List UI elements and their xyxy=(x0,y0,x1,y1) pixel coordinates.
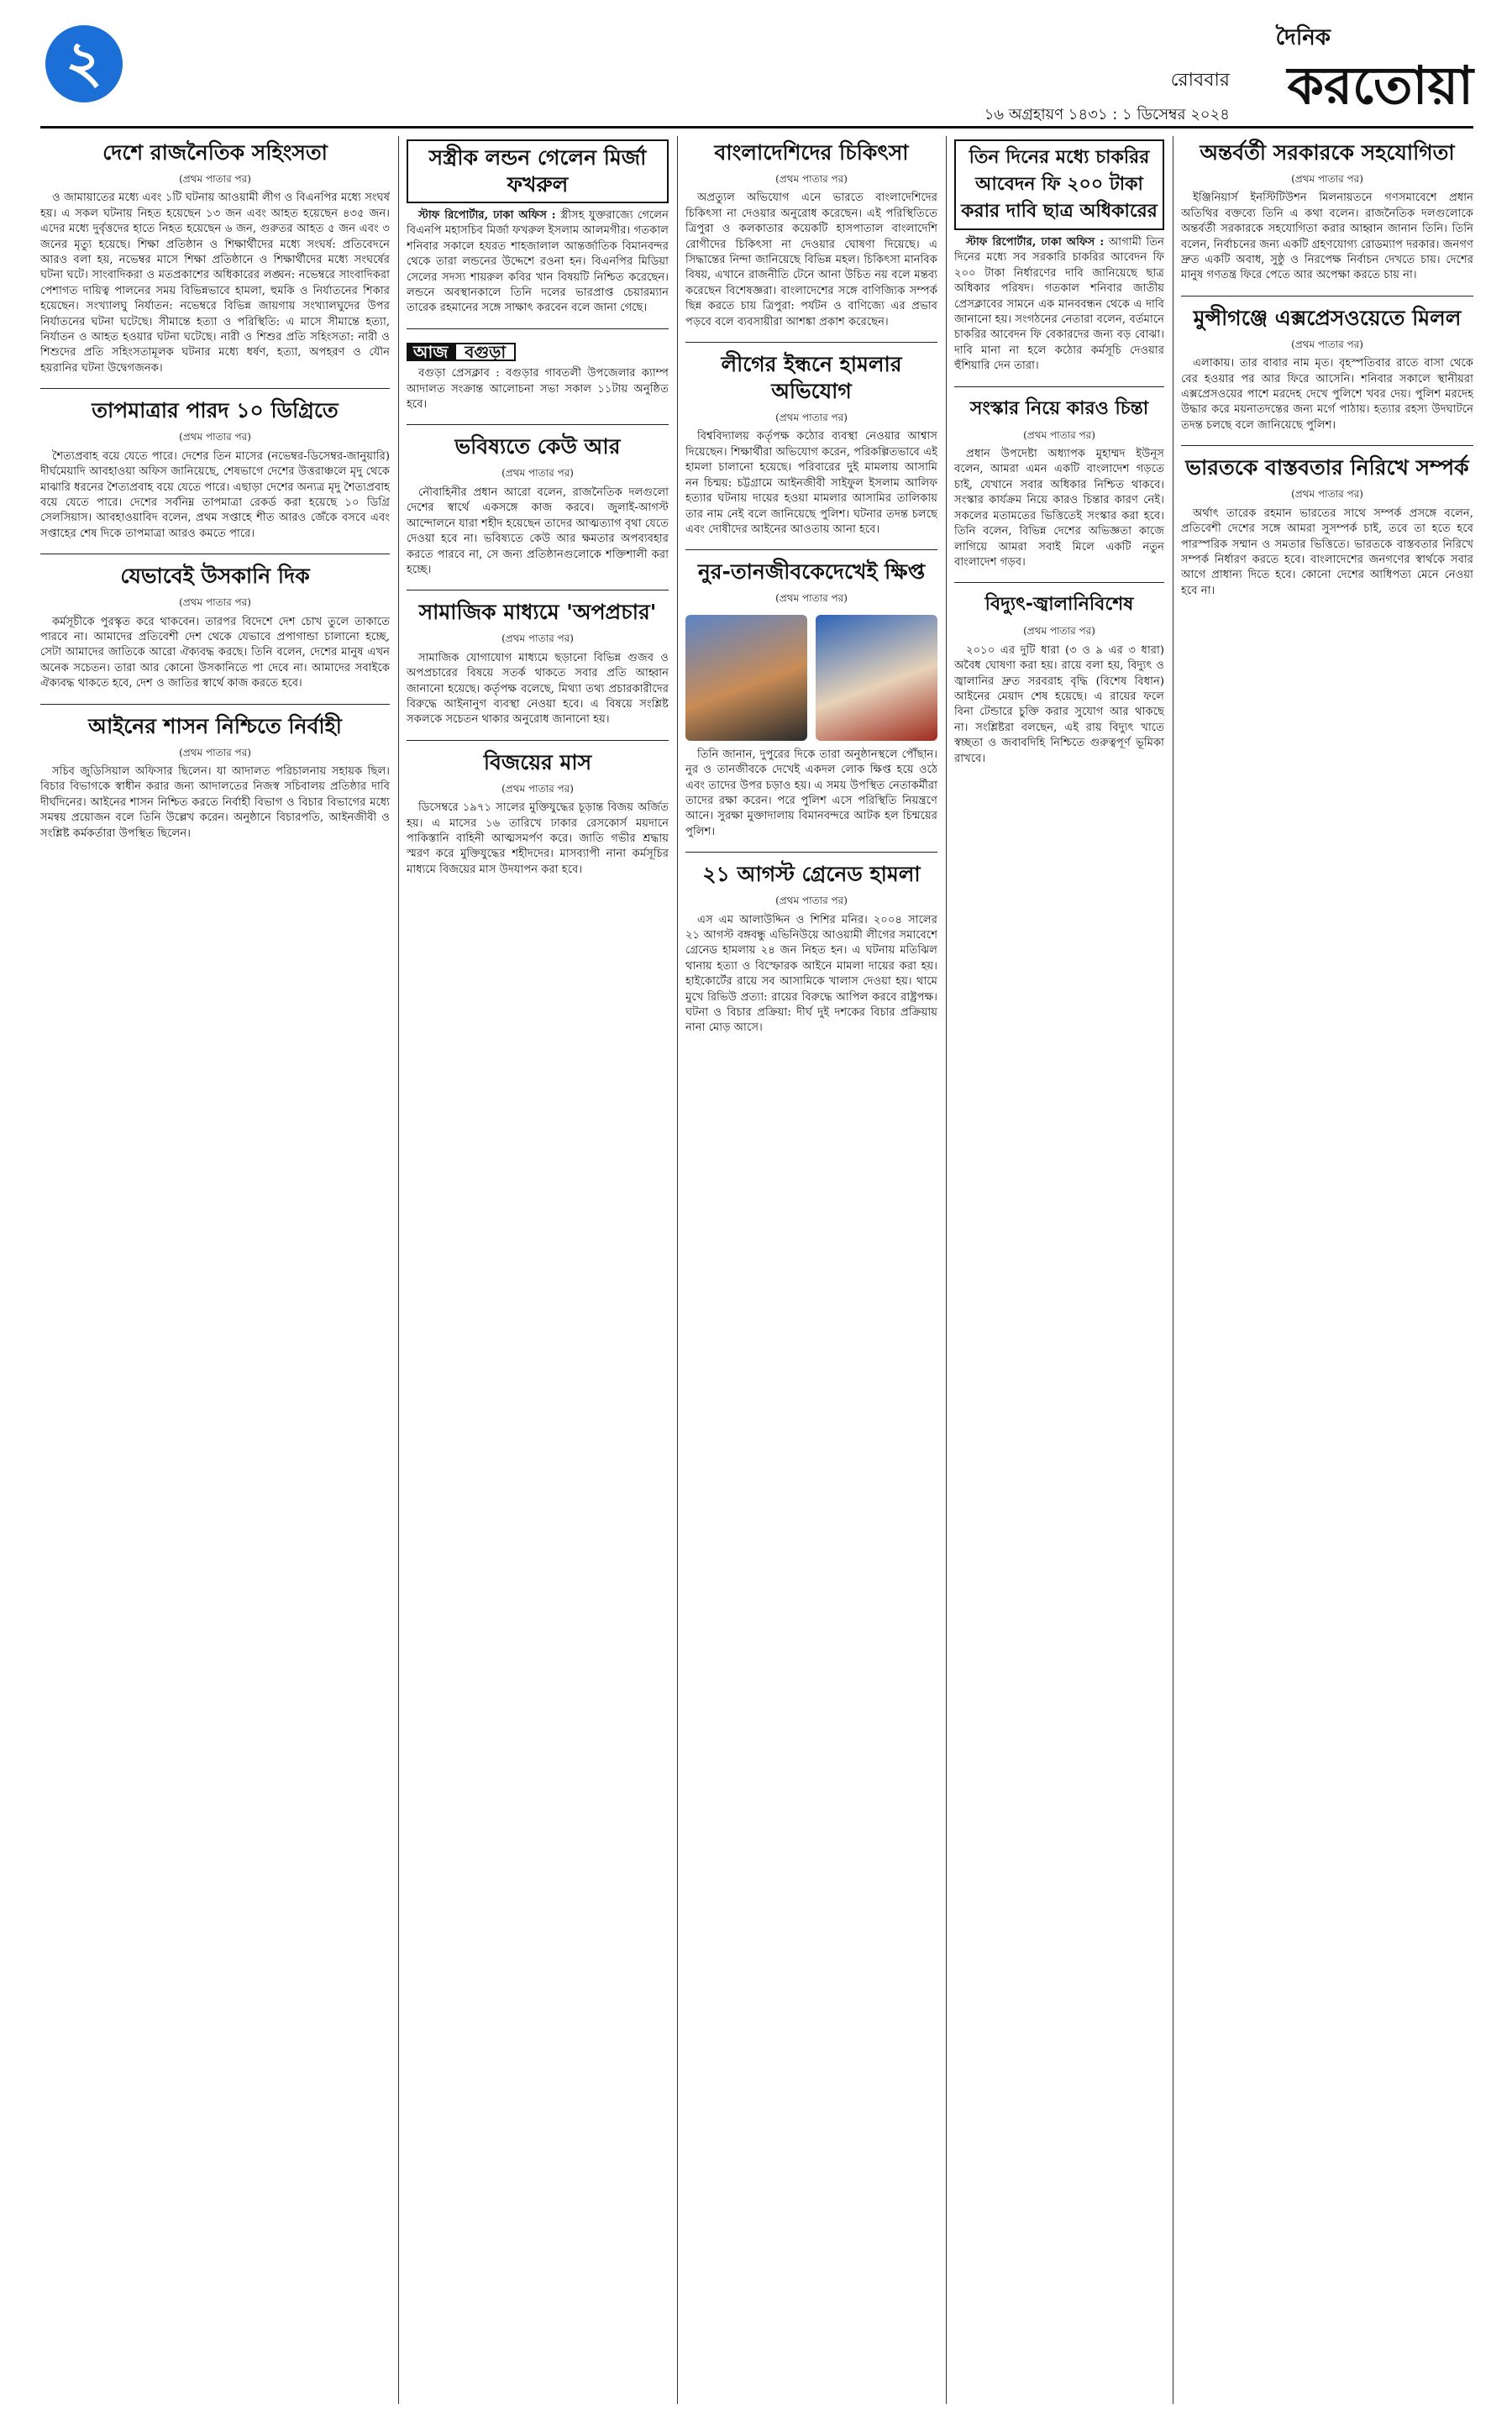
article-headline: ২১ আগস্ট গ্রেনেড হামলা xyxy=(702,862,921,887)
continued-label: (প্রথম পাতার পর) xyxy=(775,412,848,424)
article-body: বিশ্ববিদ্যালয় কর্তৃপক্ষ কঠোর ব্যবস্থা নেওয়ার আশ্বাস দিয়েছেন। শিক্ষার্থীরা অভিযোগ করেন, পরিকল্পিতভাবে এই হামলা চালানো হয়েছে। পরিবারের দুই মামলায় আসামি নন চিন্ময়: চট্টগ্রামে আইনজীবী সাইফুল ইসলাম আলিফ হত্যার ঘটনায় দায়ের হওয়া মামলার আসামির তালিকায় তার নাম নেই বলে জানিয়েছে পুলিশ। ঘটনার তদন্ত চলছে এবং দোষীদের আইনের আওতায় আনা হবে। xyxy=(685,430,937,536)
column-separator xyxy=(677,136,678,2404)
article-headline: সংস্কার নিয়ে কারও চিন্তা xyxy=(969,397,1149,419)
article-headline: যেভাবেই উসকানি দিক xyxy=(120,564,310,589)
column-separator xyxy=(398,136,399,2404)
article-photos xyxy=(685,615,937,741)
masthead-rule xyxy=(40,126,1473,129)
column-separator xyxy=(946,136,947,2404)
continued-label: (প্রথম পাতার পর) xyxy=(1291,173,1363,185)
weekday: রোববার xyxy=(1170,70,1230,91)
article xyxy=(407,599,669,740)
article-headline: সামাজিক মাধ্যমে 'অপপ্রচার' xyxy=(418,600,657,625)
article xyxy=(407,139,669,329)
logo-big-text: করতোয়া xyxy=(1287,55,1473,116)
continued-label: (প্রথম পাতার পর) xyxy=(179,596,251,609)
article-body: শৈত্যপ্রবাহ বয়ে যেতে পারে। দেশের তিন মাসের (নভেম্বর-ডিসেম্বর-জানুয়ারি) দীর্ঘমেয়াদি আবহাওয়া অফিস জানিয়েছে, শেষভাগে দেশের উত্তরাঞ্চলে মৃদু থেকে মাঝারি ধরনের শৈত্যপ্রবাহ বয়ে যেতে পারে। এছাড়া দেশের অন্যত্র মৃদু শৈত্যপ্রবাহ বয়ে যেতে পারে। দেশের সর্বনিম্ন তাপমাত্রা রেকর্ড করা হয়েছে ১০ ডিগ্রি সেলসিয়াস। আবহাওয়াবিদ বলেন, প্রথম সপ্তাহে শীত আরও জেঁকে বসবে এবং সপ্তাহের শেষ দিকে তাপমাত্রা আরও কমতে পারে। xyxy=(40,449,390,540)
article-body: অর্থাৎ তারেক রহমান ভারতের সাথে সম্পর্ক প্রসঙ্গে বলেন, প্রতিবেশী দেশের সঙ্গে আমরা সুসম্পর্ক চাই, তবে তা হতে হবে পারস্পরিক সম্মান ও সমতার ভিত্তিতে। ভারতকে বাস্তবতার নিরিখে সম্পর্ক নির্ধারণ করতে হবে। বাংলাদেশের জনগণের স্বার্থকে সবার আগে প্রাধান্য দিতে হবে। কোনো দেশের আধিপত্য মেনে নেওয়া হবে না। xyxy=(1181,506,1473,597)
article-headline: লীগের ইন্ধনে হামলার অভিযোগ xyxy=(721,352,902,404)
article xyxy=(407,749,669,890)
dateline: ১৬ অগ্রহায়ণ ১৪৩১ : ১ ডিসেম্বর ২০২৪ xyxy=(984,106,1230,123)
article-headline: তাপমাত্রার পারদ ১০ ডিগ্রিতে xyxy=(92,398,339,423)
article-body: অপ্রত্যুল অভিযোগ এনে ভারতে বাংলাদেশিদের চিকিৎসা না দেওয়ার অনুরোধ করেছেন। এই পরিস্থিতিতে ত্রিপুরা ও কলকাতার কয়েকটি হাসপাতাল বাংলাদেশি রোগীদের চিকিৎসা না দেওয়ার ঘোষণা দিয়েছে। এ সিদ্ধান্তের নিন্দা জানিয়েছে বিভিন্ন মহল। চিকিৎসা মানবিক বিষয়, এখানে রাজনীতি টেনে আনা উচিত নয় বলে মন্তব্য করেছেন বিশেষজ্ঞরা। বাংলাদেশের সঙ্গে বাণিজ্যিক সম্পর্ক ছিন্ন করতে চায় ত্রিপুরা: পর্যটন ও বাণিজ্যে এর প্রভাব পড়বে বলে ব্যবসায়ীরা আশঙ্কা প্রকাশ করেছেন। xyxy=(685,192,937,328)
continued-label: (প্রথম পাতার পর) xyxy=(179,746,251,758)
article-body: সামাজিক যোগাযোগ মাধ্যমে ছড়ানো বিভিন্ন গুজব ও অপপ্রচারের বিষয়ে সতর্ক থাকতে সবার প্রতি আহ্বান জানানো হয়েছে। কর্তৃপক্ষ বলেছে, মিথ্যা তথ্য প্রচারকারীদের বিরুদ্ধে আইনানুগ ব্যবস্থা নেওয়া হবে। এ বিষয়ে সংশ্লিষ্ট সকলকে সচেতন থাকার অনুরোধ জানানো হয়। xyxy=(407,651,669,727)
today-tag-label: আজ xyxy=(407,343,454,361)
article-headline: বাংলাদেশিদের চিকিৎসা xyxy=(714,140,909,165)
person-photo xyxy=(685,615,807,741)
article xyxy=(685,351,937,550)
article xyxy=(685,139,937,343)
today-listing xyxy=(407,338,669,426)
logo-small-text: দৈনিক xyxy=(1275,25,1331,50)
continued-label: (প্রথম পাতার পর) xyxy=(1291,338,1363,350)
article-body: স্ত্রীসহ যুক্তরাজ্যে গেলেন বিএনপি মহাসচিব মির্জা ফখরুল ইসলাম আলমগীর। গতকাল শনিবার সকালে হযরত শাহজালাল আন্তর্জাতিক বিমানবন্দর থেকে তারা লন্ডনের উদ্দেশে রওনা হন। বিএনপির মিডিয়া সেলের সদস্য শায়রুল কবির খান বিষয়টি নিশ্চিত করেছেন। লন্ডনে অবস্থানকালে তিনি দলের ভারপ্রাপ্ত চেয়ারম্যান তারেক রহমানের সঙ্গে সাক্ষাৎ করবেন বলে জানা গেছে। xyxy=(407,209,669,315)
article-body: সচিব জুডিসিয়াল অফিসার ছিলেন। যা আদালত পরিচালনায় সহায়ক ছিল। বিচার বিভাগকে স্বাধীন করার জন্য আদালতের নিজস্ব সচিবালয় প্রতিষ্ঠার দাবি দীর্ঘদিনের। আইনের শাসন নিশ্চিত করতে নির্বাহী বিভাগ ও বিচার বিভাগের মধ্যে সমন্বয় প্রয়োজন বলে তিনি উল্লেখ করেন। অনুষ্ঠানে বিচারপতি, আইনজীবী ও সংশ্লিষ্ট কর্মকর্তারা উপস্থিত ছিলেন। xyxy=(40,764,390,840)
article xyxy=(954,139,1164,387)
newspaper-logo xyxy=(1238,20,1473,116)
article-body: এলাকায়। তার বাবার নাম মৃত। বৃহস্পতিবার রাতে বাসা থেকে বের হওয়ার পর আর ফিরে আসেনি। শনিবার সকালে স্থানীয়রা এক্সপ্রেসওয়ের পাশে মরদেহ দেখে পুলিশে খবর দেয়। পুলিশ মরদেহ উদ্ধার করে ময়নাতদন্তের জন্য মর্গে পাঠায়। হত্যার রহস্য উদঘাটনে তদন্ত চলছে বলে জানিয়েছে পুলিশ। xyxy=(1181,357,1473,432)
article-body: নৌবাহিনীর প্রধান আরো বলেন, রাজনৈতিক দলগুলো দেশের স্বার্থে একসঙ্গে কাজ করবে। জুলাই-আগস্ট আন্দোলনে যারা শহীদ হয়েছেন তাদের আত্মত্যাগ বৃথা যেতে দেওয়া হবে না। ভবিষ্যতে কেউ আর ক্ষমতার অপব্যবহার করতে পারবে না, সে জন্য প্রতিষ্ঠানগুলোকে শক্তিশালী করা হচ্ছে। xyxy=(407,485,669,576)
article-body: ইঞ্জিনিয়ার্স ইনস্টিটিউশন মিলনায়তনে গণসমাবেশে প্রধান অতিথির বক্তব্যে তিনি এ কথা বলেন। রাজনৈতিক দলগুলোকে অন্তর্বর্তী সরকারকে সহযোগিতা করার আহ্বান জানান তিনি। তিনি বলেন, নির্বাচনের জন্য একটি গ্রহণযোগ্য রোডম্যাপ দরকার। জনগণ দ্রুত একটি অবাধ, সুষ্ঠু ও নিরপেক্ষ নির্বাচন দেখতে চায়। দেশের মানুষ গণতন্ত্র ফিরে পেতে আর অপেক্ষা করতে চায় না। xyxy=(1181,192,1473,282)
continued-label: (প্রথম পাতার পর) xyxy=(775,895,848,907)
continued-label: (প্রথম পাতার পর) xyxy=(1023,428,1095,441)
today-tag xyxy=(407,343,516,361)
article xyxy=(40,397,390,554)
continued-label: (প্রথম পাতার পর) xyxy=(775,592,848,605)
page-number-badge: ২ xyxy=(45,25,123,102)
continued-label: (প্রথম পাতার পর) xyxy=(179,431,251,443)
article xyxy=(407,433,669,590)
article-headline: সস্ত্রীক লন্ডন গেলেন মির্জা ফখরুল xyxy=(407,139,669,203)
article-body: কর্মসূচীকে পুরস্কৃত করে থাকবেন। তারপর বিদেশে দেশ চোখ তুলে তাকাতে পারবে না। আমাদের প্রতিবেশী দেশ থেকে যেভাবে প্রপাগান্ডা চালানো হচ্ছে, সেটা আমাদের জাতিকে আরো ঐক্যবদ্ধ করছে। তিনি বলেন, দেশের মানুষ এখন অনেক সচেতন। তারা আর কোনো উসকানিতে পা দেবে না। আমাদের সবাইকে ঐক্যবদ্ধ থাকতে হবে, দেশ ও জাতির স্বার্থে কাজ করতে হবে। xyxy=(40,615,390,690)
article-headline: বিজয়ের মাস xyxy=(483,749,592,774)
person-photo xyxy=(816,615,937,741)
today-tag-place: বগুড়া xyxy=(454,343,516,361)
article xyxy=(1181,139,1473,297)
column-5 xyxy=(1181,136,1473,2404)
article-headline: ভবিষ্যতে কেউ আর xyxy=(454,434,621,459)
article xyxy=(685,559,937,853)
article-body: ২০১০ এর দুটি ধারা (৩ ও ৯ এর ৩ ধারা) অবৈধ ঘোষণা করা হয়। রায়ে বলা হয়, বিদ্যুৎ ও জ্বালানির দ্রুত সরবরাহ বৃদ্ধি (বিশেষ বিধান) আইনের মেয়াদ শেষ হয়েছে। এ রায়ের ফলে বিনা টেন্ডারে চুক্তি করার সুযোগ আর থাকছে না। সংশ্লিষ্টরা বলছেন, এই রায় বিদ্যুৎ খাতে স্বচ্ছতা ও জবাবদিহি নিশ্চিতে গুরুত্বপূর্ণ ভূমিকা রাখবে। xyxy=(954,643,1164,765)
article xyxy=(40,563,390,704)
article-headline: মুন্সীগঞ্জে এক্সপ্রেসওয়েতে মিলল xyxy=(1193,305,1462,330)
article-body: ডিসেম্বরে ১৯৭১ সালের মুক্তিযুদ্ধের চূড়ান্ত বিজয় অর্জিত হয়। এ মাসের ১৬ তারিখে ঢাকার রেসকোর্স ময়দানে পাকিস্তানি বাহিনী আত্মসমর্পণ করে। জাতি গভীর শ্রদ্ধায় স্মরণ করে মুক্তিযুদ্ধের শহীদদের। মাসব্যাপী নানা কর্মসূচির মাধ্যমে বিজয়ের মাস উদযাপন করা হবে। xyxy=(407,801,669,876)
article xyxy=(954,591,1164,779)
article xyxy=(1181,454,1473,611)
masthead xyxy=(40,15,1473,123)
article-headline: দেশে রাজনৈতিক সহিংসতা xyxy=(102,140,328,165)
column-1 xyxy=(40,136,390,2404)
article xyxy=(40,713,390,853)
article-byline: স্টাফ রিপোর্টার, ঢাকা অফিস : xyxy=(418,209,556,222)
article-body: ও জামায়াতের মধ্যে এবং ১টি ঘটনায় আওয়ামী লীগ ও বিএনপির মধ্যে সংঘর্ষ হয়। এ সকল ঘটনায় নিহত হয়েছেন ১৩ জন এবং আহত হয়েছেন ৪৩৫ জন। এদের মধ্যে দুর্বৃত্তদের হাতে নিহত হয়েছেন ৬ জন, গুরুতর আহত ৫ জন এবং ৩ জনের মৃত্যু হয়েছে। শিক্ষা প্রতিষ্ঠান ও শিক্ষার্থীদের মধ্যে সংঘর্ষ: প্রতিবেদনে আরও বলা হয়, নভেম্বর মাসে শিক্ষা প্রতিষ্ঠানে ও শিক্ষার্থীদের মধ্যে সংঘর্ষের ঘটনা ঘটে। সাংবাদিকরা ও মতপ্রকাশের অধিকারের লঙ্ঘন: নভেম্বরে সাংবাদিকরা পেশাগত দায়িত্ব পালনের সময় বিভিন্নভাবে হামলা, হুমকি ও নির্যাতনের শিকার হয়েছেন। সংখ্যালঘু নির্যাতন: নভেম্বরে বিভিন্ন জায়গায় সংখ্যালঘুদের উপর নির্যাতনের ঘটনা ঘটেছে। সীমান্তে হত্যা ও পরিস্থিতি: এ মাসে সীমান্তে হত্যা, নির্যাতন ও আহত হওয়ার ঘটনা ঘটেছে। নারী ও শিশুর প্রতি সহিংসতা: নারী ও শিশুদের প্রতি সহিংসতামূলক ঘটনার মধ্যে ধর্ষণ, হত্যা, অপহরণ ও যৌন হয়রানির ঘটনা উদ্বেগজনক। xyxy=(40,192,390,375)
continued-label: (প্রথম পাতার পর) xyxy=(501,632,574,645)
article-headline: তিন দিনের মধ্যে চাকরির আবেদন ফি ২০০ টাকা করার দাবি ছাত্র অধিকারের xyxy=(954,139,1164,230)
continued-label: (প্রথম পাতার পর) xyxy=(775,173,848,185)
article-body: এস এম আলাউদ্দিন ও শিশির মনির। ২০০৪ সালের ২১ আগস্ট বঙ্গবন্ধু এভিনিউয়ে আওয়ামী লীগের সমাবেশে গ্রেনেড হামলায় ২৪ জন নিহত হন। এ ঘটনায় মতিঝিল থানায় হত্যা ও বিস্ফোরক আইনে মামলা দায়ের করা হয়। হাইকোর্টের রায়ে সব আসামিকে খালাস দেওয়া হয়। থামে মুখে রিভিউ প্রত্যা: রায়ের বিরুদ্ধে আপিল করবে রাষ্ট্রপক্ষ। ঘটনা ও বিচার প্রক্রিয়া: দীর্ঘ দুই দশকের বিচার প্রক্রিয়ায় নানা মোড় আসে। xyxy=(685,913,937,1035)
article-body: আগামী তিন দিনের মধ্যে সব সরকারি চাকরির আবেদন ফি ২০০ টাকা নির্ধারণের দাবি জানিয়েছে ছাত্র অধিকার পরিষদ। গতকাল শনিবার জাতীয় প্রেসক্লাবের সামনে এক মানববন্ধন থেকে এ দাবি জানানো হয়। সংগঠনের নেতারা বলেন, বর্তমানে চাকরির আবেদন ফি বেকারদের জন্য বড় বোঝা। দাবি মানা না হলে কঠোর কর্মসূচি দেওয়ার হুঁশিয়ারি দেন তারা। xyxy=(954,236,1164,373)
continued-label: (প্রথম পাতার পর) xyxy=(1291,488,1363,501)
article xyxy=(685,861,937,1048)
article-headline: অন্তর্বর্তী সরকারকে সহযোগিতা xyxy=(1200,140,1455,165)
continued-label: (প্রথম পাতার পর) xyxy=(501,782,574,795)
continued-label: (প্রথম পাতার পর) xyxy=(179,173,251,185)
article-headline: বিদ্যুৎ-জ্বালানিবিশেষ xyxy=(984,594,1134,616)
article-headline: আইনের শাসন নিশ্চিতে নির্বাহী xyxy=(88,713,342,738)
article xyxy=(1181,305,1473,446)
article-headline: ভারতকে বাস্তবতার নিরিখে সম্পর্ক xyxy=(1185,455,1469,480)
column-3 xyxy=(685,136,937,2404)
article-byline: স্টাফ রিপোর্টার, ঢাকা অফিস : xyxy=(966,236,1105,249)
article-headline: নুর-তানজীবকেদেখেই ক্ষিপ্ত xyxy=(697,559,926,585)
column-4 xyxy=(954,136,1164,2404)
article-body: প্রধান উপদেষ্টা অধ্যাপক মুহাম্মদ ইউনূস বলেন, আমরা এমন একটি বাংলাদেশ গড়তে চাই, যেখানে সবার অধিকার নিশ্চিত থাকবে। সংস্কার কার্যক্রম নিয়ে কারও চিন্তার কারণ নেই। সকলের মতামতের ভিত্তিতেই সংস্কার করা হবে। তিনি বলেন, বিভিন্ন দেশের অভিজ্ঞতা কাজে লাগিয়ে আমরা সবাই মিলে একটি নতুন বাংলাদেশ গড়ব। xyxy=(954,448,1164,569)
article-body: তিনি জানান, দুপুরের দিকে তারা অনুষ্ঠানস্থলে পৌঁছান। নুর ও তানজীবকে দেখেই একদল লোক ক্ষিপ্ত হয়ে ওঠে এবং তাদের উপর চড়াও হয়। এ সময় উপস্থিত নেতাকর্মীরা তাদের রক্ষা করেন। পরে পুলিশ এসে পরিস্থিতি নিয়ন্ত্রণে আনে। সুরক্ষা মুক্তাদালায় বিমানবন্দরে আটক হল চিন্ময়ের পুলিশ। xyxy=(685,748,937,838)
column-2 xyxy=(407,136,669,2404)
continued-label: (প্রথম পাতার পর) xyxy=(1023,625,1095,638)
article xyxy=(954,396,1164,584)
continued-label: (প্রথম পাতার পর) xyxy=(501,467,574,480)
listing-body: বগুড়া প্রেসক্লাব : বগুড়ার গাবতলী উপজেলার ক্যাম্প আদালত সংক্রান্ত আলোচনা সভা সকাল ১১টায় অনুষ্ঠিত হবে। xyxy=(407,367,669,412)
article xyxy=(40,139,390,389)
